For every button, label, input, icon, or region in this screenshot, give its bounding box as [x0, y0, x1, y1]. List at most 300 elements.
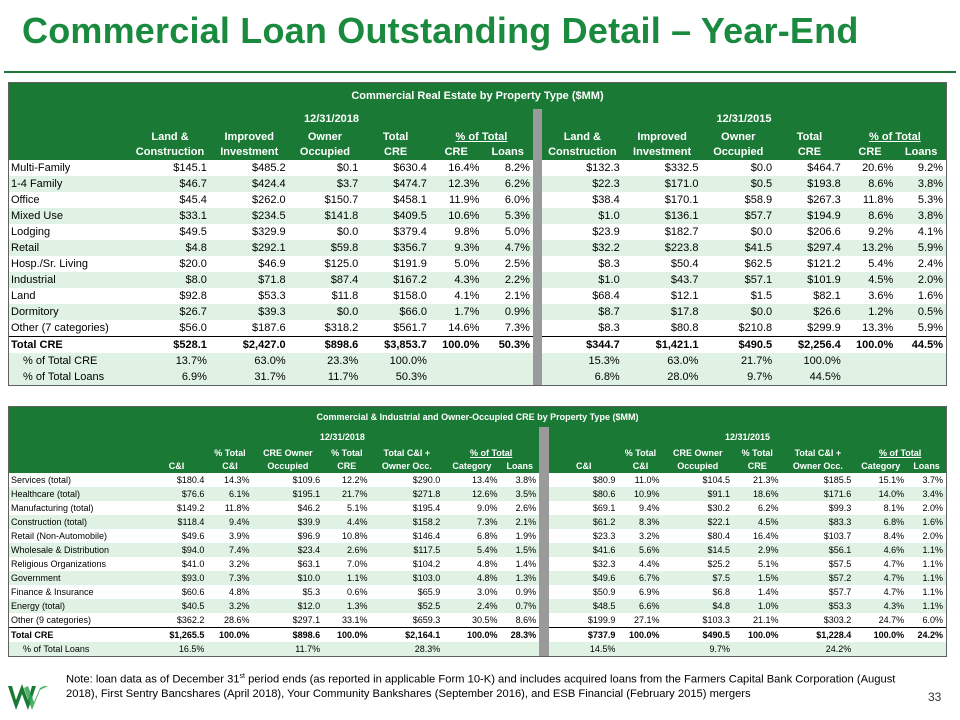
column-header [549, 447, 618, 460]
table-row [9, 487, 946, 501]
cell-value: $2,164.1 [370, 628, 443, 643]
column-header: Land & [130, 130, 210, 145]
table-row [9, 557, 946, 571]
cell-value: $65.9 [417, 587, 441, 597]
cell-value: 4.4% [323, 515, 370, 529]
table-row [9, 320, 946, 337]
cell-value: $193.8 [775, 176, 844, 192]
column-header: % of Total [854, 447, 946, 460]
cell-value: 50.3% [361, 369, 430, 385]
cell-value: 2.0% [896, 272, 946, 288]
column-header: Owner Occ. [370, 460, 443, 473]
column-header-row [9, 145, 946, 160]
column-header: Occupied [663, 460, 734, 473]
period-right-header: 12/31/2015 [542, 109, 946, 130]
cell-value: 9.2% [917, 162, 943, 174]
cell-value: $344.7 [542, 337, 623, 354]
cell-value: $3,853.7 [361, 337, 430, 354]
cell-value: 5.6% [618, 543, 662, 557]
cell-value: $57.7 [828, 587, 852, 597]
cell-value: $171.0 [623, 176, 702, 192]
cell-value: 21.7% [701, 353, 775, 369]
cell-value: $167.2 [361, 272, 430, 288]
cell-value: $136.1 [623, 208, 702, 224]
cell-value: 2.4% [917, 258, 943, 270]
row-label: Total CRE [9, 628, 146, 643]
cell-value: 100.0% [323, 628, 370, 643]
row-label: Hosp./Sr. Living [11, 258, 89, 270]
cell-value: $83.3 [782, 515, 855, 529]
column-header: Loans [896, 145, 946, 160]
table-title: Commercial Real Estate by Property Type ($MM) [9, 83, 946, 109]
cell-value: $93.0 [146, 571, 208, 585]
row-label: Manufacturing (total) [11, 503, 94, 513]
cell-value: $49.6 [549, 571, 618, 585]
cell-value: 18.6% [733, 487, 781, 501]
cell-value: 2.1% [504, 290, 530, 302]
table-row [9, 501, 946, 515]
cell-value: $528.1 [130, 337, 210, 354]
cell-value: 2.0% [922, 503, 943, 513]
cell-value: $5.3 [302, 587, 321, 597]
column-separator [533, 160, 542, 176]
column-header: % of Total [443, 447, 539, 460]
cell-value: 11.7% [253, 642, 324, 656]
cell-value [854, 642, 907, 656]
cell-value: $185.5 [823, 475, 852, 485]
cell-value: $0.0 [336, 226, 359, 238]
cell-value: 6.9% [638, 587, 660, 597]
row-label: Services (total) [11, 475, 72, 485]
cell-value: 8.4% [883, 531, 905, 541]
cell-value: 4.5% [844, 272, 896, 288]
cell-value: $69.1 [592, 503, 616, 513]
cell-value: $8.0 [130, 272, 210, 288]
cell-value: $91.1 [663, 487, 734, 501]
cell-value: $329.9 [251, 226, 286, 238]
cell-value: 100.0% [854, 628, 907, 643]
cell-value: 13.7% [130, 353, 210, 369]
cell-value: $32.2 [542, 240, 623, 256]
cell-value: 14.0% [854, 487, 907, 501]
cell-value: $48.5 [549, 599, 618, 613]
cell-value: 6.8% [542, 369, 623, 385]
cell-value: 9.4% [207, 515, 252, 529]
cell-value: 100.0% [443, 628, 500, 643]
cell-value: 5.3% [917, 194, 943, 206]
cell-value: 3.4% [907, 487, 946, 501]
period-left-header: 12/31/2018 [146, 427, 539, 447]
cell-value: 1.1% [922, 587, 943, 597]
cell-value: 20.6% [862, 162, 894, 174]
cell-value: $630.4 [393, 162, 427, 174]
cell-value: $50.9 [592, 587, 616, 597]
column-separator [533, 337, 542, 354]
column-separator [539, 460, 549, 473]
cell-value: $490.5 [701, 337, 775, 354]
cell-value: 6.1% [207, 487, 252, 501]
cell-value: $103.7 [823, 531, 852, 541]
cell-value: 3.2% [207, 599, 252, 613]
cell-value: 1.5% [501, 543, 540, 557]
column-separator [533, 208, 542, 224]
cell-value: 15.3% [542, 353, 623, 369]
cell-value: 100.0% [733, 628, 781, 643]
column-header: % Total [207, 447, 252, 460]
cell-value: 1.3% [501, 571, 540, 585]
column-header: CRE [733, 460, 781, 473]
cell-value: $7.5 [663, 571, 734, 585]
cell-value: 100.0% [361, 353, 430, 369]
cell-value: $12.1 [670, 290, 699, 302]
cell-value: $2,427.0 [210, 337, 289, 354]
column-header: Total [775, 130, 844, 145]
cell-value: $87.4 [289, 272, 362, 288]
cell-value: 30.5% [472, 615, 498, 625]
cell-value: 9.8% [454, 226, 480, 238]
cell-value: $104.5 [702, 475, 731, 485]
cell-value: 12.3% [430, 176, 482, 192]
cell-value: $0.0 [750, 162, 773, 174]
cell-value: 9.3% [430, 240, 482, 256]
column-header-row [9, 130, 946, 145]
table-row [9, 628, 946, 643]
page-number: 33 [928, 690, 942, 704]
table-row [9, 599, 946, 613]
column-header: Loans [501, 460, 540, 473]
cell-value: 10.8% [341, 531, 368, 541]
cell-value: $158.2 [370, 515, 443, 529]
cell-value: $1.0 [542, 272, 623, 288]
cell-value: $109.6 [292, 475, 321, 485]
cell-value: $59.8 [289, 240, 362, 256]
column-header: Construction [130, 145, 210, 160]
cell-value: 4.6% [854, 543, 907, 557]
cell-value: 7.4% [207, 543, 252, 557]
column-separator [539, 628, 549, 643]
cell-value: $68.4 [592, 290, 620, 302]
table-row [9, 160, 946, 176]
cell-value: $8.7 [542, 304, 623, 320]
column-separator [533, 130, 542, 145]
table-row [9, 337, 946, 354]
column-header: CRE [323, 460, 370, 473]
cell-value: $4.8 [663, 599, 734, 613]
cell-value: 10.9% [618, 487, 662, 501]
cell-value: $659.3 [412, 615, 441, 625]
cell-value: $66.0 [361, 304, 430, 320]
cell-value: 2.6% [515, 503, 537, 513]
table-row [9, 515, 946, 529]
cell-value: $206.6 [807, 226, 841, 238]
column-separator [533, 192, 542, 208]
cell-value: 1.0% [733, 599, 781, 613]
cell-value: 4.7% [854, 571, 907, 585]
cell-value: 6.2% [758, 503, 779, 513]
column-separator [539, 515, 549, 529]
cell-value: 3.8% [896, 208, 946, 224]
cell-value: 3.8% [896, 176, 946, 192]
column-header: Loans [482, 145, 532, 160]
cell-value: $58.9 [744, 194, 773, 206]
column-header: Total C&I + [782, 447, 855, 460]
column-separator [533, 145, 542, 160]
column-header: Total [361, 130, 430, 145]
table-row [9, 571, 946, 585]
table-row [9, 642, 946, 656]
cell-value: 28.0% [623, 369, 702, 385]
cell-value: 12.6% [443, 487, 500, 501]
cell-value: 1.5% [733, 571, 781, 585]
row-label: Religious Organizations [11, 559, 107, 569]
cell-value: $2,256.4 [775, 337, 844, 354]
cre-by-property-table [8, 82, 947, 386]
cell-value: 8.6% [844, 208, 896, 224]
cell-value: 8.1% [883, 503, 905, 513]
cell-value: 4.7% [482, 240, 532, 256]
cell-value: $23.4 [253, 543, 324, 557]
cell-value: 2.4% [443, 599, 500, 613]
footer-note: Note: loan data as of December 31st period ends (as reported in applicable Form 10-K) and includes acquired loans from the Farmers Capital Bank Corporation (August 2018), First Sentry Bancshares (April 2018), Your Community Bankshares (September 2016), and ESB Financial (February 2015) mergers [66, 673, 896, 701]
cell-value: $297.1 [292, 615, 321, 625]
cell-value: 3.6% [868, 290, 894, 302]
cell-value: 1.1% [907, 571, 946, 585]
cell-value: $63.1 [297, 559, 321, 569]
row-label: Multi-Family [11, 162, 71, 174]
cell-value: $26.6 [775, 304, 844, 320]
cell-value: 8.2% [504, 162, 530, 174]
cell-value: 2.9% [733, 543, 781, 557]
cell-value: 6.6% [618, 599, 662, 613]
cell-value: $60.6 [181, 587, 205, 597]
table-row [9, 192, 946, 208]
table-row [9, 256, 946, 272]
cell-value: $234.5 [210, 208, 289, 224]
cell-value: 21.1% [752, 615, 779, 625]
table-row [9, 369, 946, 385]
column-header: Total C&I + [370, 447, 443, 460]
cell-value: $158.0 [393, 290, 427, 302]
column-separator [539, 529, 549, 543]
cell-value: 3.9% [229, 531, 250, 541]
ci-owner-occupied-table [8, 406, 947, 657]
cell-value: $99.3 [828, 503, 852, 513]
column-separator [533, 272, 542, 288]
cell-value: 6.8% [477, 531, 498, 541]
cell-value: 0.9% [515, 587, 537, 597]
cell-value: $182.7 [664, 226, 699, 238]
cell-value [207, 642, 252, 656]
cell-value: $267.3 [807, 194, 841, 206]
cell-value: $96.9 [297, 531, 321, 541]
cell-value: $82.1 [813, 290, 841, 302]
cell-value: $80.6 [549, 487, 618, 501]
blank-header-cell [9, 109, 130, 130]
column-header: % Total [323, 447, 370, 460]
column-header: Occupied [289, 145, 362, 160]
cell-value: 9.2% [868, 226, 894, 238]
column-separator [539, 642, 549, 656]
column-header: Loans [907, 460, 946, 473]
cell-value: 63.0% [210, 353, 289, 369]
cell-value: 11.7% [289, 369, 362, 385]
cell-value: 1.1% [907, 543, 946, 557]
table-title-row [9, 83, 946, 109]
cell-value: $20.0 [179, 258, 207, 270]
row-label: Land [11, 290, 36, 302]
column-header: Category [854, 460, 907, 473]
cell-value: $80.9 [592, 475, 616, 485]
column-header: CRE [844, 145, 896, 160]
cell-value: 24.7% [878, 615, 905, 625]
cell-value: 6.9% [130, 369, 210, 385]
cell-value: $1.5 [750, 290, 773, 302]
column-header: C&I [618, 460, 662, 473]
cell-value: $199.9 [587, 615, 616, 625]
column-separator [533, 353, 542, 369]
cell-value: 1.6% [907, 515, 946, 529]
cell-value: $737.9 [549, 628, 618, 643]
cell-value: $1.0 [542, 208, 623, 224]
cell-value: $23.9 [592, 226, 620, 238]
column-separator [539, 473, 549, 487]
cell-value: $117.5 [370, 543, 443, 557]
cell-value: $101.9 [775, 272, 844, 288]
column-header: % Total [618, 447, 662, 460]
column-header: % Total [733, 447, 781, 460]
cell-value: $53.3 [782, 599, 855, 613]
cell-value: 9.7% [701, 369, 775, 385]
cell-value: 11.0% [634, 475, 660, 485]
cell-value: 3.2% [229, 559, 250, 569]
cell-value: 1.1% [907, 599, 946, 613]
cell-value: $39.3 [210, 304, 289, 320]
cell-value: 13.4% [472, 475, 498, 485]
column-header: C&I [549, 460, 618, 473]
cell-value: 4.4% [638, 559, 660, 569]
cell-value: $0.0 [750, 226, 773, 238]
cell-value: 7.3% [504, 322, 530, 334]
cell-value: $71.8 [210, 272, 289, 288]
cell-value: $141.8 [289, 208, 362, 224]
cell-value: 15.1% [878, 475, 905, 485]
cell-value: $8.3 [598, 322, 620, 334]
cell-value: 5.4% [443, 543, 500, 557]
column-separator [533, 288, 542, 304]
cell-value: $52.5 [370, 599, 443, 613]
cell-value: $57.7 [701, 208, 775, 224]
row-label: Retail (Non-Automobile) [11, 531, 108, 541]
column-header: Category [443, 460, 500, 473]
cell-value: 4.3% [854, 599, 907, 613]
cell-value [430, 353, 482, 369]
cell-value: 0.7% [501, 599, 540, 613]
cell-value: $171.6 [782, 487, 855, 501]
cell-value: $409.5 [361, 208, 430, 224]
cell-value: 0.5% [896, 304, 946, 320]
column-separator [539, 427, 549, 447]
cell-value: 6.7% [618, 571, 662, 585]
cell-value: 3.0% [477, 587, 498, 597]
row-label: Other (7 categories) [11, 322, 109, 334]
cell-value: $146.4 [412, 531, 441, 541]
cell-value: 7.3% [207, 571, 252, 585]
row-label: Total CRE [9, 337, 130, 354]
wesbanco-logo-icon [6, 680, 50, 714]
cell-value: 23.3% [289, 353, 362, 369]
row-label: Construction (total) [9, 515, 146, 529]
cell-value: 3.8% [515, 475, 537, 485]
cell-value: $297.4 [775, 240, 844, 256]
column-separator [539, 585, 549, 599]
cell-value: $25.2 [707, 559, 731, 569]
cell-value: $43.7 [623, 272, 702, 288]
cell-value: 4.3% [430, 272, 482, 288]
cell-value: $118.4 [146, 515, 208, 529]
cell-value: 4.8% [229, 587, 250, 597]
cell-value: 1.3% [323, 599, 370, 613]
cell-value: $0.1 [336, 162, 359, 174]
column-separator [539, 557, 549, 571]
cell-value: 1.1% [922, 559, 943, 569]
column-header: Investment [210, 145, 289, 160]
cell-value: $40.5 [146, 599, 208, 613]
cell-value: $32.3 [592, 559, 616, 569]
column-header: CRE [775, 145, 844, 160]
cell-value: $62.5 [744, 258, 773, 270]
row-label: Energy (total) [9, 599, 146, 613]
cell-value: $14.5 [663, 543, 734, 557]
cell-value: $271.8 [370, 487, 443, 501]
cell-value: $191.9 [393, 258, 427, 270]
cell-value: $379.4 [393, 226, 427, 238]
column-header: Owner [289, 130, 362, 145]
table-row [9, 272, 946, 288]
cell-value: $149.2 [176, 503, 205, 513]
column-header: Investment [623, 145, 702, 160]
table-row [9, 529, 946, 543]
column-separator [539, 501, 549, 515]
cell-value: 5.1% [758, 559, 779, 569]
cell-value: $92.8 [179, 290, 207, 302]
cell-value: 21.7% [323, 487, 370, 501]
cell-value: 13.2% [844, 240, 896, 256]
cell-value: 6.8% [854, 515, 907, 529]
cell-value: 9.4% [638, 503, 660, 513]
cell-value: 100.0% [775, 353, 844, 369]
cell-value: $8.3 [598, 258, 620, 270]
cell-value: $290.0 [412, 475, 441, 485]
cell-value: $61.2 [549, 515, 618, 529]
table-row [9, 224, 946, 240]
cell-value: 1.6% [917, 290, 943, 302]
table-row [9, 240, 946, 256]
cell-value: $41.6 [549, 543, 618, 557]
cell-value: 10.6% [430, 208, 482, 224]
cell-value: $46.9 [258, 258, 286, 270]
cell-value: 9.0% [477, 503, 498, 513]
cell-value [430, 369, 482, 385]
cell-value: $0.5 [701, 176, 775, 192]
cell-value: 21.3% [752, 475, 779, 485]
cell-value: 16.5% [146, 642, 208, 656]
row-label: Healthcare (total) [9, 487, 146, 501]
column-separator [533, 304, 542, 320]
cell-value: $12.0 [253, 599, 324, 613]
column-header: CRE [361, 145, 430, 160]
cell-value [907, 642, 946, 656]
cell-value: 100.0% [430, 337, 482, 354]
